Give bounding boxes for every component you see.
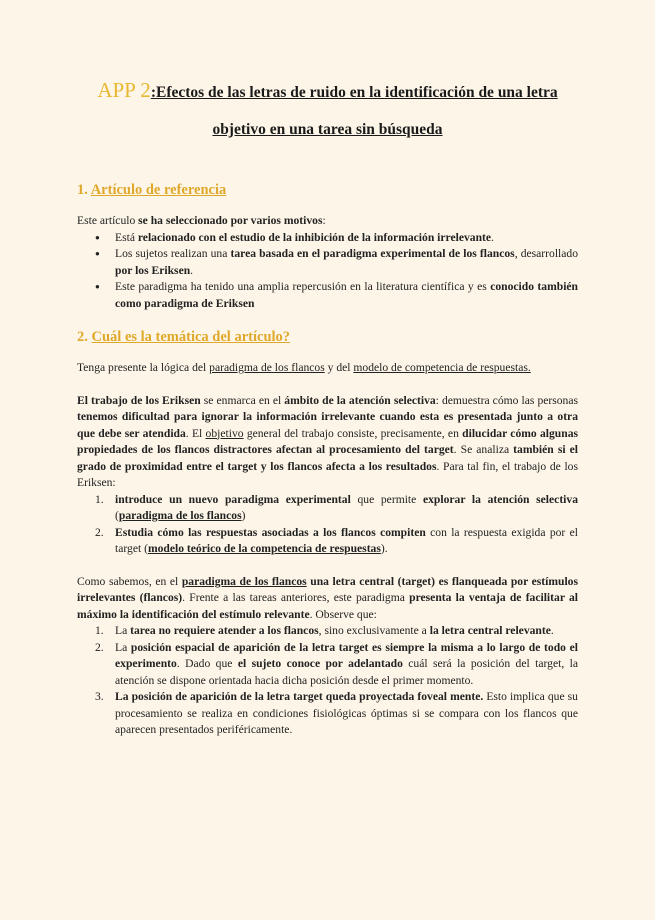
text-run: . xyxy=(550,624,554,637)
section-2-number: 2. xyxy=(77,329,92,345)
section-1-number: 1. xyxy=(77,182,91,198)
text-run-bold: tarea no requiere atender a los flancos xyxy=(130,624,319,637)
text-run: Esto implica que su procesamiento se realiza en condiciones fisiológicas óptimas si se compara con los flancos que aparecen presentados periféricamente. xyxy=(115,690,578,736)
bullet-item xyxy=(95,279,578,312)
text-run-bold: Estudia cómo las respuestas asociadas a los flancos compiten xyxy=(115,525,426,539)
section-2-title: Cuál es la temática del artículo? xyxy=(91,329,291,345)
bullet-item xyxy=(95,230,578,247)
text-run: con la respuesta exigida por el target ( xyxy=(115,525,578,555)
text-run: Los sujetos realizan una xyxy=(115,247,231,260)
item-number: 2. xyxy=(95,640,104,654)
text-run-bold: el sujeto conoce por adelantado xyxy=(237,657,403,670)
numbered-item xyxy=(95,623,578,640)
text-run: , sino exclusivamente a xyxy=(318,624,430,637)
text-run-bold: conocido también como paradigma de Eriksen xyxy=(115,280,579,310)
numbered-item xyxy=(95,689,578,739)
text-run-bold: también si el grado de proximidad entre el target y los flancos afecta a los resultados xyxy=(77,443,578,473)
title-main: Efectos de las letras de ruido en la identificación de una letra objetivo en una tarea sin búsqueda xyxy=(155,84,558,138)
section-2-paragraph-1 xyxy=(77,360,578,377)
text-run-bold: una letra central (target) es flanqueada por estímulos irrelevantes (flancos) xyxy=(77,574,578,604)
text-run-underlined: paradigma de los flancos xyxy=(209,361,325,374)
text-run-bold: introduce un nuevo paradigma experimental xyxy=(115,492,351,506)
text-run-bold: ámbito de la atención selectiva xyxy=(284,393,436,407)
bullet-item xyxy=(95,246,578,279)
text-run: . Observe que: xyxy=(309,607,377,621)
item-number: 3. xyxy=(95,690,104,703)
section-1-heading xyxy=(77,182,578,199)
text-run-bold: dilucidar cómo algunas propiedades de los flancos distractores afectan al procesamiento del target xyxy=(77,426,578,456)
document-title xyxy=(77,72,578,148)
text-run: La xyxy=(115,624,131,637)
text-run: que permite xyxy=(350,492,423,506)
text-run: general del trabajo consiste, precisamente, en xyxy=(243,426,463,440)
text-run: Tenga presente la lógica del xyxy=(77,361,210,374)
text-run: Como sabemos, en el xyxy=(77,574,182,588)
item-number: 1. xyxy=(95,624,104,637)
text-run-underlined: objetivo xyxy=(205,426,244,440)
text-run: ). xyxy=(380,542,388,555)
text-run: : xyxy=(322,214,326,227)
text-run-bold: explorar la atención selectiva xyxy=(422,492,578,506)
text-run: . Dado que xyxy=(176,657,238,670)
text-run: . Se analiza xyxy=(453,443,514,456)
observations-numbered-list xyxy=(95,623,578,739)
text-run: ) xyxy=(241,509,246,522)
text-run: Este artículo xyxy=(77,214,139,227)
text-run: . xyxy=(491,230,494,244)
text-run-bold: se ha seleccionado por varios motivos xyxy=(138,214,323,227)
text-run: , desarrollado xyxy=(514,247,578,260)
text-run-underlined: modelo de competencia de respuestas. xyxy=(353,361,531,374)
eriksen-numbered-list xyxy=(95,492,578,558)
numbered-item xyxy=(95,640,578,690)
text-run: Está xyxy=(115,230,138,244)
document-page xyxy=(0,72,655,920)
numbered-item xyxy=(95,525,578,558)
text-run: . El xyxy=(185,426,206,440)
numbered-item xyxy=(95,492,578,525)
section-1-title: Artículo de referencia xyxy=(90,182,227,198)
text-run: y del xyxy=(324,361,354,374)
text-run-bold: tarea basada en el paradigma experimental de los flancos xyxy=(230,247,515,260)
section-2-paragraph-2 xyxy=(77,393,578,492)
text-run: . Frente a las tareas anteriores, este paradigma xyxy=(182,591,410,604)
text-run: cuál será la posición del target, la atención se dispone orientada hacia dicha posición desde el primer momento. xyxy=(115,657,578,687)
item-number: 2. xyxy=(95,525,104,539)
text-run-bold: relacionado con el estudio de la inhibición de la información irrelevante xyxy=(137,230,492,244)
text-run-bold-underlined: paradigma de los flancos xyxy=(118,509,242,522)
text-run: . xyxy=(190,263,194,277)
text-run: Este paradigma ha tenido una amplia repercusión en la literatura científica y es xyxy=(115,280,491,293)
title-app-label: APP 2 xyxy=(97,78,151,102)
section-1-bullet-list xyxy=(95,230,578,313)
text-run-bold: la letra central relevante xyxy=(429,624,551,637)
text-run-bold-underlined: modelo teórico de la competencia de respuestas xyxy=(147,542,381,555)
text-run-bold: El trabajo de los Eriksen xyxy=(77,393,201,407)
text-run-bold-underlined: paradigma de los flancos xyxy=(181,574,307,588)
section-2-heading xyxy=(77,329,578,346)
title-colon: : xyxy=(150,84,156,101)
text-run: : demuestra cómo las personas xyxy=(435,393,579,407)
text-run-bold: posición espacial de aparición de la letra target es siempre la misma a lo largo de todo el experimento xyxy=(115,640,578,670)
text-run-bold: por los Eriksen xyxy=(115,263,191,277)
text-run-bold: La posición de aparición de la letra target queda proyectada foveal mente. xyxy=(115,690,484,703)
section-1-intro xyxy=(77,213,578,230)
section-2-paragraph-3 xyxy=(77,574,578,624)
text-run: se enmarca en el xyxy=(200,393,285,407)
text-run-bold: tenemos dificultad para ignorar la información irrelevante cuando esta es presentada junto a otra que debe ser atendida xyxy=(77,410,578,440)
text-run: . Para tal fin, el trabajo de los Eriksen: xyxy=(77,459,578,489)
item-number: 1. xyxy=(95,492,104,506)
text-run-bold: presenta la ventaja de facilitar al máximo la identificación del estímulo relevante xyxy=(77,591,579,621)
text-run: ( xyxy=(115,509,119,522)
text-run: La xyxy=(115,640,131,654)
